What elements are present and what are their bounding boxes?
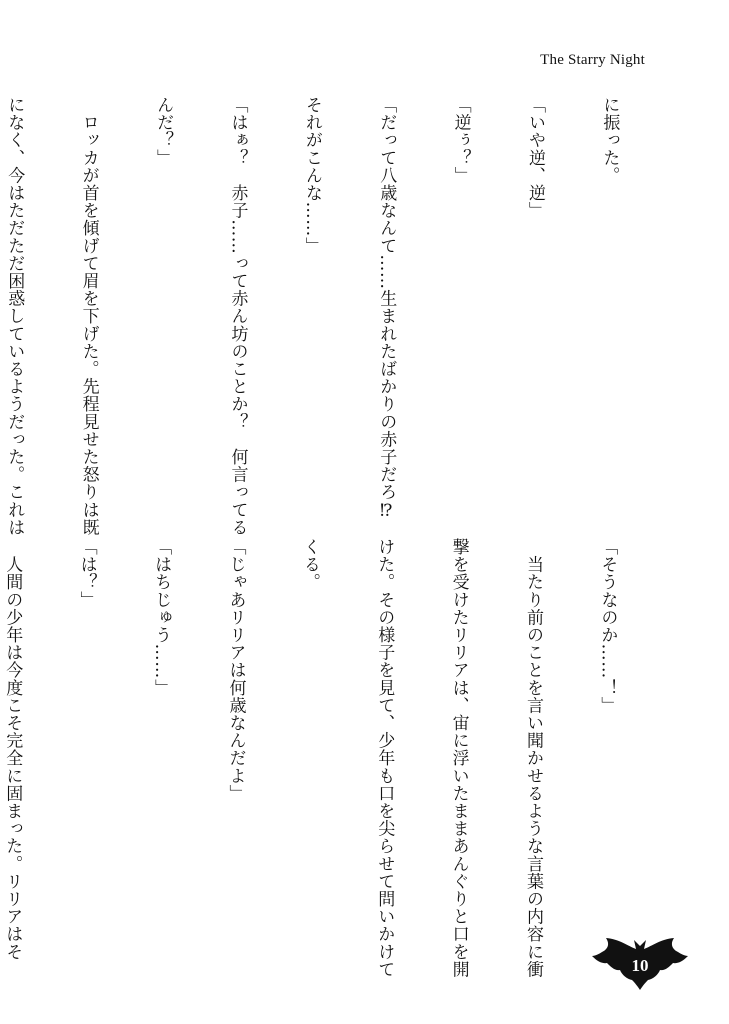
text-line: 撃を受けたリリアは、宙に浮いたままあんぐりと口を開 xyxy=(448,538,469,978)
text-line: 「はちじゅう……」 xyxy=(151,538,172,697)
text-line: 「はぁ？ 赤子……って赤ん坊のことか？ 何言ってる xyxy=(227,96,248,536)
text-line: それがこんな……」 xyxy=(301,96,322,255)
text-line: ロッカが首を傾げて眉を下げた。先程見せた怒りは既 xyxy=(78,96,99,536)
text-line: 「だって八歳なんて……生まれたばかりの赤子だろ⁉ xyxy=(376,96,397,522)
text-line: くる。 xyxy=(299,538,320,591)
text-line: 「いや逆、逆」 xyxy=(525,96,546,220)
text-line: けた。その様子を見て、少年も口を尖らせて問いかけて xyxy=(374,538,395,978)
text-line: 「じゃあリリアは何歳なんだよ」 xyxy=(225,538,246,802)
text-line: 当たり前のことを言い聞かせるような言葉の内容に衝 xyxy=(523,538,544,978)
page-number-badge xyxy=(592,936,688,992)
page-number: 10 xyxy=(631,956,649,975)
text-line: 人間の少年は今度こそ完全に固まった。リリアはそ xyxy=(2,538,23,961)
text-line: に振った。 xyxy=(599,96,620,184)
text-line: 「そうなのか……！」 xyxy=(597,538,618,714)
text-line: 「逆ぅ？」 xyxy=(450,96,471,184)
text-line: 「は？」 xyxy=(76,538,97,609)
text-line: んだ？」 xyxy=(153,96,174,167)
text-line: になく、今はただただ困惑しているようだった。これは xyxy=(4,96,25,536)
running-header-title: The Starry Night xyxy=(540,52,645,68)
top-text-block xyxy=(0,96,671,536)
